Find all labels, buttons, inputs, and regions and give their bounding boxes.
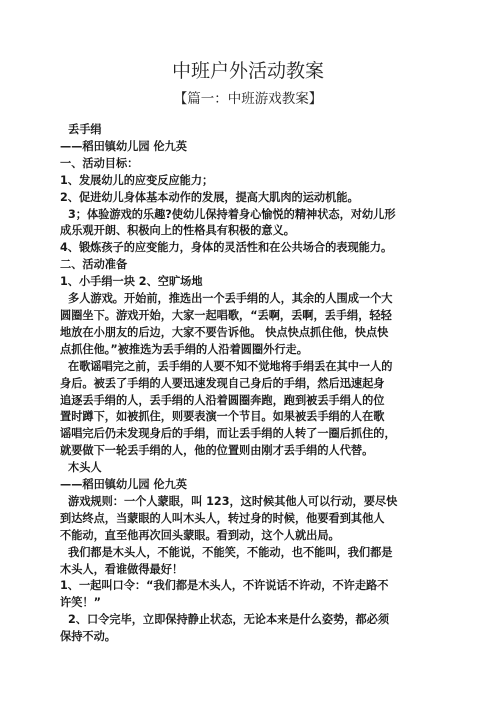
text-line: 一、活动目标： <box>60 156 139 170</box>
text-line: 游戏规则：一个人蒙眼，叫 123，这时候其他人可以行动，要尽快 <box>68 494 398 508</box>
text-line: 圆圈坐下。游戏开始，大家一起唱歌，“丢啊，丢啊，丢手绢，轻轻 <box>60 308 392 322</box>
document-body <box>60 122 450 646</box>
text-line: 我们都是木头人，不能说，不能笑，不能动，也不能叫，我们都是 <box>68 545 393 559</box>
text-line: 1、小手绢一块 2、空旷场地 <box>60 275 203 289</box>
text-line: 保持不动。 <box>60 630 116 644</box>
text-line: 丢手绢 <box>68 123 102 136</box>
text-line: 身后。被丢了手绢的人要迅速发现自己身后的手绢，然后迅速起身 <box>60 376 385 390</box>
page-title: 中班户外活动教案 <box>171 60 324 82</box>
page-subtitle: 【篇一：中班游戏教案】 <box>173 91 323 107</box>
text-line: 追逐丢手绢的人，丢手绢的人沿着圆圈奔跑，跑到被丢手绢人的位 <box>60 393 385 407</box>
text-line: 3；体验游戏的乐趣?使幼儿保持着身心愉悦的精神状态，对幼儿形 <box>68 207 396 221</box>
text-line: 成乐观开朗、积极向上的性格具有积极的意义。 <box>60 224 295 238</box>
text-line: 木头人 <box>68 461 102 475</box>
text-line: 二、活动准备 <box>60 258 128 272</box>
text-line: 2、促进幼儿身体基本动作的发展，提高大肌肉的运动机能。 <box>60 190 359 204</box>
text-line: 4、锻炼孩子的应变能力，身体的灵活性和在公共场合的表现能力。 <box>60 241 393 255</box>
text-line: 不能动，直至他再次回头蒙眼。看到动，这个人就出局。 <box>60 528 340 542</box>
text-line: 2、口令完毕，立即保持静止状态，无论本来是什么姿势，都必须 <box>68 613 390 627</box>
text-line: 到达终点，当蒙眼的人叫木头人，转过身的时候，他要看到其他人 <box>60 511 385 525</box>
text-line: 点抓住他。”被推选为丢手绢的人沿着圆圈外行走。 <box>60 342 308 356</box>
text-line: 地放在小朋友的后边，大家不要告诉他。 快点快点抓住他，快点快 <box>60 325 389 339</box>
text-line: 在歌谣唱完之前，丢手绢的人要不知不觉地将手绢丢在其中一人的 <box>68 359 393 373</box>
text-line: 就要做下一轮丢手绢的人，他的位置则由刚才丢手绢的人代替。 <box>60 444 374 458</box>
text-line: 置时蹲下，如被抓住，则要表演一个节目。如果被丢手绢的人在歌 <box>60 410 385 424</box>
text-line: 许笑！” <box>60 596 101 610</box>
text-line: 1、一起叫口令：“我们都是木头人，不许说话不许动，不许走路不 <box>60 579 389 593</box>
text-line: 木头人，看谁做得最好！ <box>60 562 184 576</box>
text-line: 谣唱完后仍未发现身后的手绢，而让丢手绢的人转了一圈后抓住的， <box>60 427 396 441</box>
text-line: 1、发展幼儿的应变反应能力； <box>60 173 214 187</box>
text-line: ——稻田镇幼儿园 伦九英 <box>60 478 187 492</box>
text-line: ——稻田镇幼儿园 伦九英 <box>60 139 187 153</box>
text-line: 多人游戏。开始前，推选出一个丢手绢的人，其余的人围成一个大 <box>68 292 393 306</box>
